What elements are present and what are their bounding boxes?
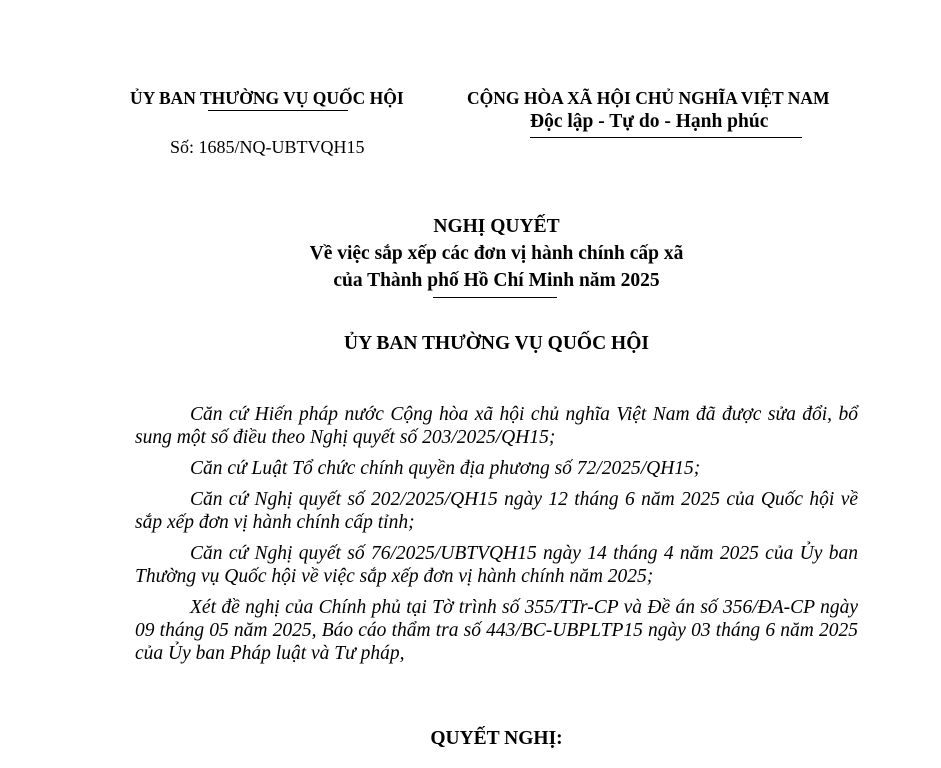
title-underline — [433, 297, 557, 298]
preamble-paragraph: Căn cứ Luật Tổ chức chính quyền địa phương số 72/2025/QH15; — [190, 458, 701, 479]
national-motto: Độc lập - Tự do - Hạnh phúc — [530, 111, 769, 132]
preamble-paragraph: Xét đề nghị của Chính phủ tại Tờ trình số 355/TTr-CP và Đề án số 356/ĐA-CP ngày 09 tháng 05 năm 2025, Báo cáo thẩm tra số 443/BC-UBPLTP15 ngày 03 tháng 6 năm 2025 của Ủy ban Pháp luật và Tư pháp, — [135, 597, 858, 664]
issuer-heading: ỦY BAN THƯỜNG VỤ QUỐC HỘI — [344, 333, 649, 354]
document-number: Số: 1685/NQ-UBTVQH15 — [170, 137, 365, 157]
preamble-paragraph: Căn cứ Hiến pháp nước Cộng hòa xã hội chủ nghĩa Việt Nam đã được sửa đổi, bổ sung một số điều theo Nghị quyết số 203/2025/QH15; — [135, 404, 858, 448]
document-type: NGHỊ QUYẾT — [433, 216, 560, 237]
preamble — [135, 403, 858, 673]
issuing-agency: ỦY BAN THƯỜNG VỤ QUỐC HỘI — [130, 88, 404, 108]
decision-heading: QUYẾT NGHỊ: — [430, 728, 563, 749]
document-subject-line1: Về việc sắp xếp các đơn vị hành chính cấp xã — [309, 243, 684, 264]
document-subject-line2: của Thành phố Hồ Chí Minh năm 2025 — [333, 270, 660, 291]
agency-underline — [208, 110, 348, 111]
preamble-paragraph: Căn cứ Nghị quyết số 76/2025/UBTVQH15 ngày 14 tháng 4 năm 2025 của Ủy ban Thường vụ Quốc hội về việc sắp xếp đơn vị hành chính năm 2025; — [135, 543, 858, 587]
country-name: CỘNG HÒA XÃ HỘI CHỦ NGHĨA VIỆT NAM — [467, 88, 830, 108]
preamble-paragraph: Căn cứ Nghị quyết số 202/2025/QH15 ngày 12 tháng 6 năm 2025 của Quốc hội về sắp xếp đơn vị hành chính cấp tỉnh; — [135, 489, 858, 533]
motto-underline — [530, 137, 802, 138]
